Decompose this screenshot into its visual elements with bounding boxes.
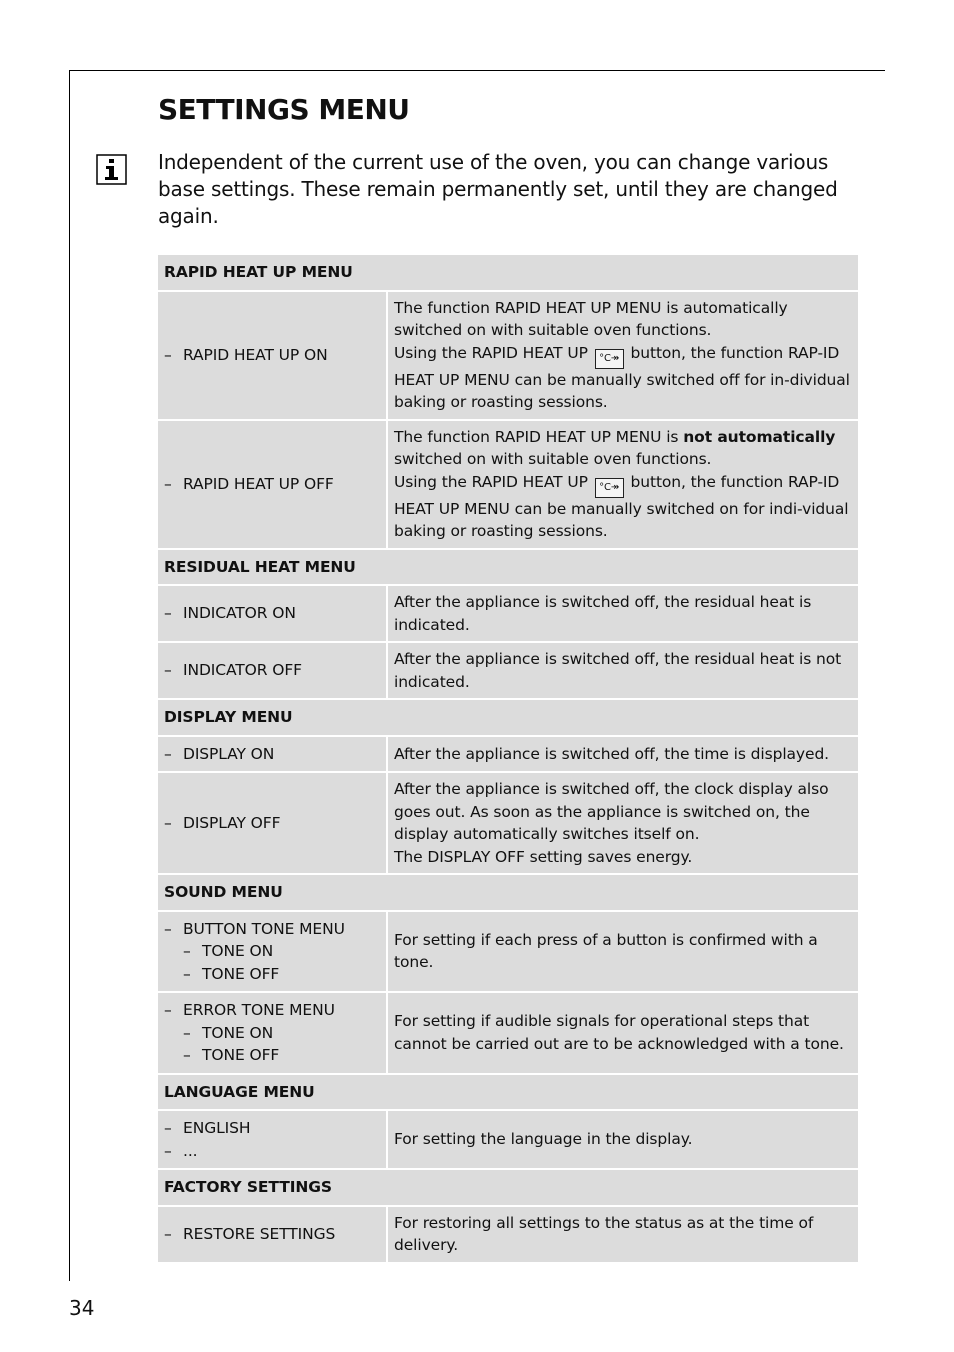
- option-label: DISPLAY OFF: [183, 813, 281, 832]
- dash: –: [164, 1141, 172, 1160]
- dash: –: [164, 474, 172, 493]
- factory-settings-header: FACTORY SETTINGS: [158, 1170, 858, 1205]
- section-header-row: [158, 1170, 858, 1205]
- rapid-heat-up-on-desc: [388, 292, 858, 419]
- display-menu-header: DISPLAY MENU: [158, 700, 858, 735]
- option-label: ENGLISH: [183, 1119, 251, 1137]
- page-number: 34: [69, 1296, 95, 1320]
- option-label: RAPID HEAT UP ON: [183, 345, 328, 364]
- table-row: [158, 737, 858, 772]
- sub-option-label: TONE ON: [202, 1023, 274, 1042]
- dash: –: [164, 604, 172, 623]
- option-label: INDICATOR OFF: [183, 661, 302, 680]
- top-rule: [69, 70, 885, 71]
- table-row: [158, 643, 858, 698]
- option-label: BUTTON TONE MENU: [183, 919, 345, 938]
- info-icon: [96, 154, 127, 185]
- left-rule: [69, 70, 70, 1281]
- dash: –: [164, 661, 172, 680]
- table-row: [158, 292, 858, 419]
- indicator-on-desc: After the appliance is switched off, the residual heat is indicated.: [388, 586, 858, 641]
- dash: –: [164, 813, 172, 832]
- rapid-heat-up-off-label: [158, 421, 386, 548]
- sound-menu-header: SOUND MENU: [158, 875, 858, 910]
- option-label: DISPLAY ON: [183, 744, 275, 763]
- button-tone-menu-desc: For setting if each press of a button is confirmed with a tone.: [388, 912, 858, 992]
- dash: –: [164, 1001, 172, 1019]
- section-header-row: [158, 700, 858, 735]
- desc-text: The function RAPID HEAT UP MENU is automatically switched on with suitable oven functions.: [394, 298, 788, 339]
- display-on-desc: After the appliance is switched off, the time is displayed.: [388, 737, 858, 772]
- restore-settings-desc: For restoring all settings to the status as at the time of delivery.: [388, 1207, 858, 1262]
- error-tone-menu-label: [158, 993, 386, 1073]
- language-menu-header: LANGUAGE MENU: [158, 1075, 858, 1110]
- table-row: [158, 421, 858, 548]
- desc-text: switched on with suitable oven functions.: [394, 450, 712, 468]
- display-on-label: [158, 737, 386, 772]
- dash: –: [183, 1046, 191, 1064]
- rapid-heat-up-menu-header: RAPID HEAT UP MENU: [158, 255, 858, 290]
- dash: –: [164, 919, 172, 938]
- dash: –: [183, 1023, 191, 1042]
- display-off-label: [158, 773, 386, 873]
- desc-text: The function RAPID HEAT UP MENU is: [394, 427, 679, 446]
- desc-text: Using the RAPID HEAT UP: [394, 472, 588, 491]
- option-label: INDICATOR ON: [183, 604, 296, 623]
- dash: –: [183, 964, 191, 983]
- table-row: [158, 1111, 858, 1168]
- option-label: ...: [183, 1141, 198, 1160]
- table-row: [158, 912, 858, 992]
- table-row: [158, 993, 858, 1073]
- rapid-heat-up-button-icon: °C↠: [595, 349, 624, 369]
- display-off-desc: [388, 773, 858, 873]
- language-options-label: [158, 1111, 386, 1168]
- option-label: RAPID HEAT UP OFF: [183, 474, 334, 493]
- rapid-heat-up-button-icon: °C↠: [595, 478, 624, 498]
- section-header-row: [158, 1075, 858, 1110]
- error-tone-menu-desc: For setting if audible signals for operational steps that cannot be carried out are to be acknowledged with a tone.: [388, 993, 858, 1073]
- indicator-off-desc: After the appliance is switched off, the residual heat is not indicated.: [388, 643, 858, 698]
- rapid-heat-up-off-desc: [388, 421, 858, 548]
- section-header-row: [158, 875, 858, 910]
- table-row: [158, 773, 858, 873]
- restore-settings-label: [158, 1207, 386, 1262]
- indicator-on-label: [158, 586, 386, 641]
- section-header-row: [158, 255, 858, 290]
- sub-option-label: TONE OFF: [202, 1046, 280, 1064]
- desc-text: button, the function RAP-ID HEAT UP MENU can be manually switched off for in-dividual baking or roasting sessions.: [394, 343, 850, 411]
- intro-paragraph: Independent of the current use of the oven, you can change various base settings. These remain permanently set, until they are changed again.: [158, 150, 838, 228]
- sub-option-label: TONE OFF: [202, 964, 280, 983]
- desc-text: Using the RAPID HEAT UP: [394, 343, 588, 362]
- dash: –: [164, 744, 172, 763]
- emphasis-text: not automatically: [683, 427, 836, 446]
- dash: –: [164, 1224, 172, 1243]
- option-label: ERROR TONE MENU: [183, 1001, 335, 1019]
- rapid-heat-up-on-label: [158, 292, 386, 419]
- desc-text: button, the function RAP-ID HEAT UP MENU can be manually switched on for indi-vidual baking or roasting sessions.: [394, 472, 849, 540]
- table-row: [158, 586, 858, 641]
- option-label: RESTORE SETTINGS: [183, 1224, 336, 1243]
- residual-heat-menu-header: RESIDUAL HEAT MENU: [158, 550, 858, 585]
- dash: –: [183, 942, 191, 960]
- settings-table: [156, 253, 860, 1264]
- dash: –: [164, 1119, 172, 1137]
- dash: –: [164, 345, 172, 364]
- section-header-row: [158, 550, 858, 585]
- table-row: [158, 1207, 858, 1262]
- desc-text: The DISPLAY OFF setting saves energy.: [394, 847, 693, 866]
- language-desc: For setting the language in the display.: [388, 1111, 858, 1168]
- desc-text: After the appliance is switched off, the clock display also goes out. As soon as the appliance is switched on, the display automatically switches itself on.: [394, 780, 829, 843]
- page-title: SETTINGS MENU: [158, 93, 410, 126]
- sub-option-label: TONE ON: [202, 942, 274, 960]
- button-tone-menu-label: [158, 912, 386, 992]
- indicator-off-label: [158, 643, 386, 698]
